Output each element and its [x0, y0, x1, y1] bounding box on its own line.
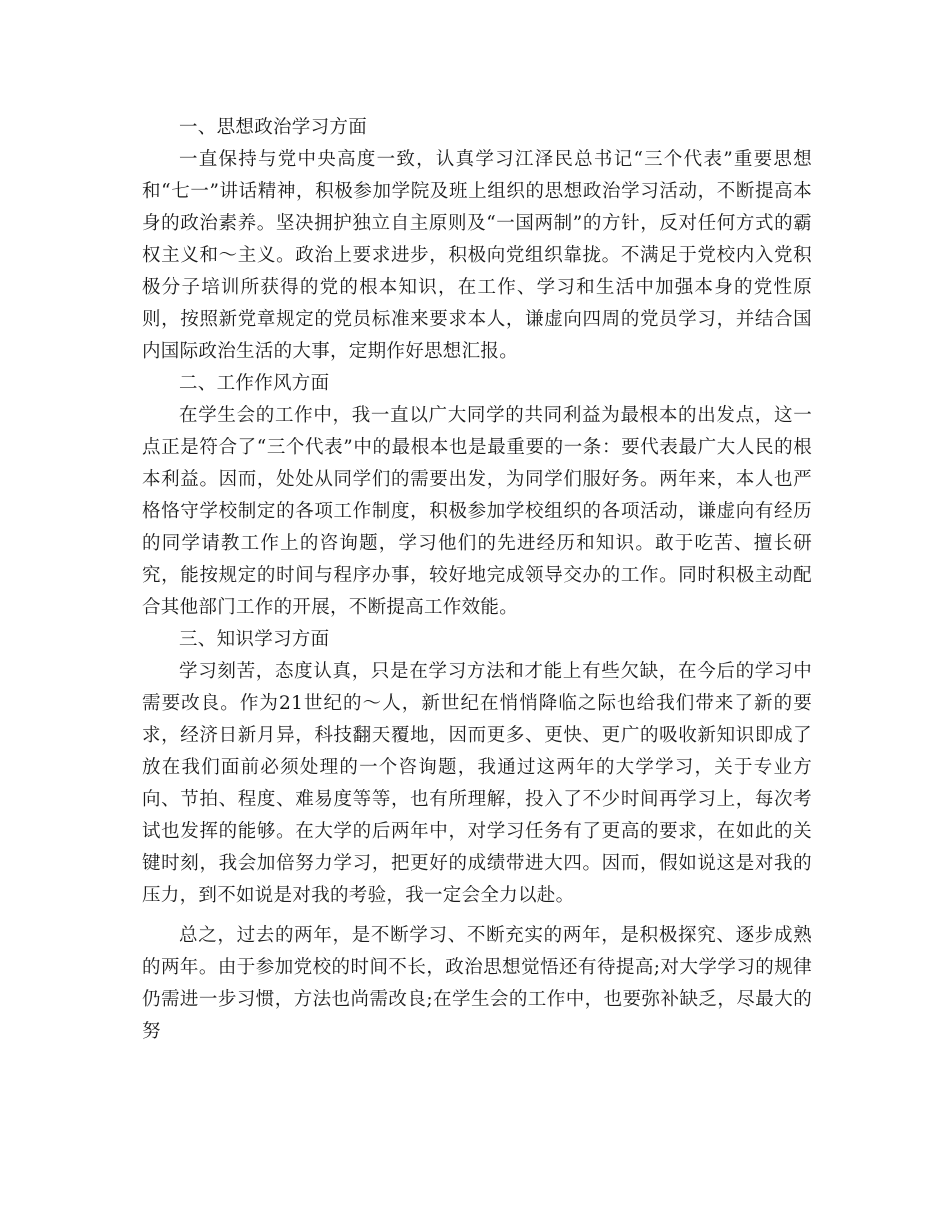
document-page — [142, 112, 812, 1048]
section-paragraph-work-style: 在学生会的工作中，我一直以广大同学的共同利益为最根本的出发点，这一点正是符合了“三个代表”中的最根本也是最重要的一条：要代表最广大人民的根本利益。因而，处处从同学们的需要出发，为同学们服好务。两年来，本人也严格恪守学校制定的各项工作制度，积极参加学校组织的各项活动，谦虚向有经历的同学请教工作上的咨询题，学习他们的先进经历和知识。敢于吃苦、擅长研究，能按规定的时间与程序办事，较好地完成领导交办的工作。同时积极主动配合其他部门工作的开展，不断提高工作效能。 — [142, 405, 812, 618]
section-paragraph-knowledge: 学习刻苦，态度认真，只是在学习方法和才能上有些欠缺，在今后的学习中需要改良。作为21世纪的～人，新世纪在悄悄降临之际也给我们带来了新的要求，经济日新月异，科技翻天覆地，因而更多、更快、更广的吸收新知识即成了放在我们面前必须处理的一个咨询题，我通过这两年的大学学习，关于专业方向、节拍、程度、难易度等等，也有所理解，投入了不少时间再学习上，每次考试也发挥的能够。在大学的后两年中，对学习任务有了更高的要求，在如此的关键时刻，我会加倍努力学习，把更好的成绩带进大四。因而，假如说这是对我的压力，到不如说是对我的考验，我一定会全力以赴。 — [142, 661, 812, 906]
section-heading-work-style: 二、工作作风方面 — [179, 373, 330, 394]
conclusion-paragraph: 总之，过去的两年，是不断学习、不断充实的两年，是积极探究、逐步成熟的两年。由于参加党校的时间不长，政治思想觉悟还有待提高;对大学学习的规律仍需进一步习惯，方法也尚需改良;在学生会的工作中，也要弥补缺乏，尽最大的努 — [142, 925, 812, 1042]
section-heading-knowledge: 三、知识学习方面 — [179, 629, 330, 650]
section-heading-ideology: 一、思想政治学习方面 — [179, 117, 368, 138]
section-paragraph-ideology: 一直保持与党中央高度一致，认真学习江泽民总书记“三个代表”重要思想和“七一”讲话精神，积极参加学院及班上组织的思想政治学习活动，不断提高本身的政治素养。坚决拥护独立自主原则及“一国两制”的方针，反对任何方式的霸权主义和～主义。政治上要求进步，积极向党组织靠拢。不满足于党校内入党积极分子培训所获得的党的根本知识，在工作、学习和生活中加强本身的党性原则，按照新党章规定的党员标准来要求本人，谦虚向四周的党员学习，并结合国内国际政治生活的大事，定期作好思想汇报。 — [142, 149, 812, 362]
